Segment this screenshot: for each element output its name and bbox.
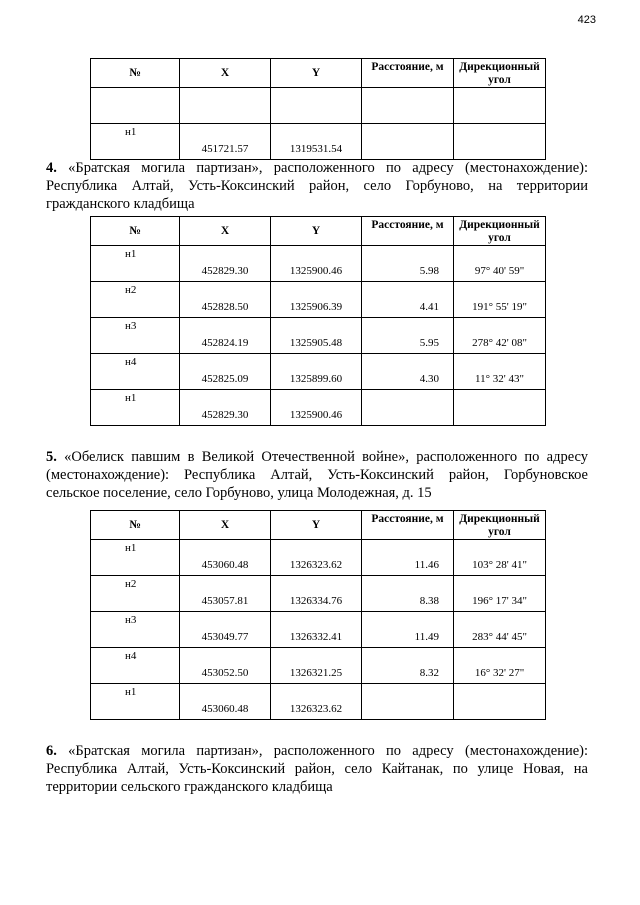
- angle-cell: [454, 390, 546, 426]
- section-6-number: 6.: [46, 743, 57, 759]
- table-row: [91, 648, 546, 684]
- coordinates-table-section-5: [90, 510, 546, 720]
- distance-cell: [362, 576, 454, 612]
- section-5-text: «Обелиск павшим в Великой Отечественной войне», расположенного по адресу (местонахождение): Республика Алтай, Усть-Коксинский район, Горбуновское сельское поселение, село Горбуново, улица Молодежная, д. 15: [46, 449, 589, 501]
- y-coordinate-cell: [271, 612, 362, 648]
- section-6-text: «Братская могила партизан», расположенного по адресу (местонахождение): Республика Алтай, Усть-Коксинский район, село Кайтанак, по улице Новая, на территории сельского гражданского кладбища: [46, 743, 589, 795]
- x-coordinate-cell: [180, 684, 271, 720]
- x-coordinate-cell-value: 452828.50: [201, 301, 249, 313]
- table-header-row: [91, 217, 546, 246]
- header-angle: Дирекционный угол: [454, 59, 546, 88]
- angle-cell: [454, 246, 546, 282]
- point-number-cell-value: н3: [125, 614, 137, 626]
- table-row: [91, 684, 546, 720]
- angle-cell: [454, 282, 546, 318]
- coordinates-table-section-4: [90, 216, 546, 426]
- table-row: [91, 612, 546, 648]
- point-number-cell: [91, 684, 180, 720]
- table-row: [91, 354, 546, 390]
- x-coordinate-cell: [180, 124, 271, 160]
- distance-cell: [362, 648, 454, 684]
- angle-cell-value: 16° 32' 27": [474, 667, 525, 679]
- x-coordinate-cell-value: 452825.09: [201, 373, 249, 385]
- distance-cell: [362, 684, 454, 720]
- angle-cell-value: 283° 44' 45": [472, 631, 527, 643]
- point-number-cell-value: н2: [125, 284, 137, 296]
- x-coordinate-cell-value: 452829.30: [201, 265, 249, 277]
- y-coordinate-cell: [271, 124, 362, 160]
- distance-cell: [362, 540, 454, 576]
- point-number-cell: [91, 612, 180, 648]
- point-number-cell-value: н4: [125, 650, 137, 662]
- x-coordinate-cell-value: 452824.19: [201, 337, 249, 349]
- page-number: 423: [577, 14, 596, 26]
- table-row: [91, 318, 546, 354]
- header-x: X: [180, 217, 271, 246]
- angle-cell: [454, 684, 546, 720]
- y-coordinate-cell: [271, 246, 362, 282]
- distance-cell-value: 4.41: [419, 301, 439, 313]
- distance-cell-value: 8.32: [419, 667, 439, 679]
- angle-cell: [454, 648, 546, 684]
- distance-cell: [362, 318, 454, 354]
- header-y: Y: [271, 217, 362, 246]
- y-coordinate-cell-value: 1325899.60: [289, 373, 343, 385]
- distance-cell-value: 4.30: [419, 373, 439, 385]
- x-coordinate-cell-value: 453049.77: [201, 631, 249, 643]
- header-number: №: [91, 59, 180, 88]
- header-number: №: [91, 511, 180, 540]
- x-coordinate-cell-value: 453060.48: [201, 703, 249, 715]
- header-x: X: [180, 59, 271, 88]
- distance-cell: [362, 88, 454, 124]
- angle-cell: [454, 576, 546, 612]
- header-y: Y: [271, 59, 362, 88]
- header-x: X: [180, 511, 271, 540]
- x-coordinate-cell: [180, 576, 271, 612]
- angle-cell: [454, 88, 546, 124]
- point-number-cell: [91, 246, 180, 282]
- header-angle: Дирекционный угол: [454, 217, 546, 246]
- angle-cell-value: 103° 28' 41": [472, 559, 527, 571]
- point-number-cell: [91, 390, 180, 426]
- table-row: [91, 540, 546, 576]
- angle-cell-value: 11° 32' 43": [475, 373, 524, 385]
- y-coordinate-cell: [271, 684, 362, 720]
- table-row: [91, 124, 546, 160]
- angle-cell-value: 196° 17' 34": [472, 595, 527, 607]
- x-coordinate-cell: [180, 390, 271, 426]
- table-row: [91, 576, 546, 612]
- x-coordinate-cell: [180, 88, 271, 124]
- distance-cell-value: 11.46: [414, 559, 439, 571]
- table-row: [91, 246, 546, 282]
- section-5-paragraph: [46, 448, 588, 502]
- y-coordinate-cell-value: 1326334.76: [289, 595, 343, 607]
- x-coordinate-cell-value: 452829.30: [201, 409, 249, 421]
- distance-cell-value: 8.38: [419, 595, 439, 607]
- y-coordinate-cell: [271, 282, 362, 318]
- point-number-cell: [91, 576, 180, 612]
- x-coordinate-cell-value: 453060.48: [201, 559, 249, 571]
- point-number-cell: [91, 540, 180, 576]
- y-coordinate-cell-value: 1326323.62: [289, 559, 343, 571]
- header-number: №: [91, 217, 180, 246]
- y-coordinate-cell-value: 1326332.41: [289, 631, 343, 643]
- x-coordinate-cell: [180, 540, 271, 576]
- y-coordinate-cell: [271, 318, 362, 354]
- angle-cell: [454, 612, 546, 648]
- point-number-cell: [91, 354, 180, 390]
- table-row: [91, 390, 546, 426]
- point-number-cell-value: н3: [125, 320, 137, 332]
- header-distance: Расстояние, м: [362, 511, 454, 540]
- distance-cell: [362, 282, 454, 318]
- point-number-cell: [91, 282, 180, 318]
- table-header-row: [91, 59, 546, 88]
- y-coordinate-cell-value: 1325905.48: [289, 337, 343, 349]
- point-number-cell-value: н1: [125, 248, 137, 260]
- point-number-cell: [91, 124, 180, 160]
- angle-cell: [454, 540, 546, 576]
- y-coordinate-cell-value: 1325906.39: [289, 301, 343, 313]
- angle-cell-value: 97° 40' 59": [474, 265, 525, 277]
- header-angle: Дирекционный угол: [454, 511, 546, 540]
- angle-cell: [454, 124, 546, 160]
- distance-cell: [362, 612, 454, 648]
- header-distance: Расстояние, м: [362, 59, 454, 88]
- point-number-cell-value: н1: [125, 126, 137, 138]
- section-4-text: «Братская могила партизан», расположенного по адресу (местонахождение): Республика Алтай, Усть-Коксинский район, село Горбуново, на территории гражданского кладбища: [46, 160, 589, 212]
- y-coordinate-cell-value: 1325900.46: [289, 265, 343, 277]
- x-coordinate-cell: [180, 246, 271, 282]
- distance-cell: [362, 354, 454, 390]
- section-4-number: 4.: [46, 160, 57, 176]
- x-coordinate-cell: [180, 354, 271, 390]
- point-number-cell-value: н1: [125, 542, 137, 554]
- x-coordinate-cell: [180, 318, 271, 354]
- y-coordinate-cell-value: 1326323.62: [289, 703, 343, 715]
- y-coordinate-cell: [271, 540, 362, 576]
- x-coordinate-cell: [180, 282, 271, 318]
- y-coordinate-cell-value: 1325900.46: [289, 409, 343, 421]
- distance-cell: [362, 124, 454, 160]
- table-row: [91, 282, 546, 318]
- angle-cell: [454, 318, 546, 354]
- x-coordinate-cell-value: 453057.81: [201, 595, 249, 607]
- y-coordinate-cell: [271, 648, 362, 684]
- point-number-cell: [91, 88, 180, 124]
- x-coordinate-cell: [180, 648, 271, 684]
- section-4-paragraph: [46, 159, 588, 213]
- distance-cell-value: 11.49: [414, 631, 439, 643]
- coordinates-table-continued: [90, 58, 546, 160]
- point-number-cell-value: н1: [125, 686, 137, 698]
- header-y: Y: [271, 511, 362, 540]
- section-5-number: 5.: [46, 449, 57, 465]
- x-coordinate-cell-value: 451721.57: [201, 143, 249, 155]
- angle-cell: [454, 354, 546, 390]
- distance-cell-value: 5.95: [419, 337, 439, 349]
- distance-cell: [362, 246, 454, 282]
- table-row: [91, 88, 546, 124]
- y-coordinate-cell-value: 1319531.54: [289, 143, 343, 155]
- y-coordinate-cell-value: 1326321.25: [289, 667, 343, 679]
- point-number-cell-value: н1: [125, 392, 137, 404]
- point-number-cell: [91, 648, 180, 684]
- point-number-cell-value: н2: [125, 578, 137, 590]
- x-coordinate-cell: [180, 612, 271, 648]
- y-coordinate-cell: [271, 88, 362, 124]
- distance-cell-value: 5.98: [419, 265, 439, 277]
- y-coordinate-cell: [271, 354, 362, 390]
- angle-cell-value: 191° 55' 19": [472, 301, 527, 313]
- header-distance: Расстояние, м: [362, 217, 454, 246]
- angle-cell-value: 278° 42' 08": [472, 337, 527, 349]
- point-number-cell-value: н4: [125, 356, 137, 368]
- y-coordinate-cell: [271, 576, 362, 612]
- distance-cell: [362, 390, 454, 426]
- section-6-paragraph: [46, 742, 588, 796]
- x-coordinate-cell-value: 453052.50: [201, 667, 249, 679]
- y-coordinate-cell: [271, 390, 362, 426]
- table-header-row: [91, 511, 546, 540]
- point-number-cell: [91, 318, 180, 354]
